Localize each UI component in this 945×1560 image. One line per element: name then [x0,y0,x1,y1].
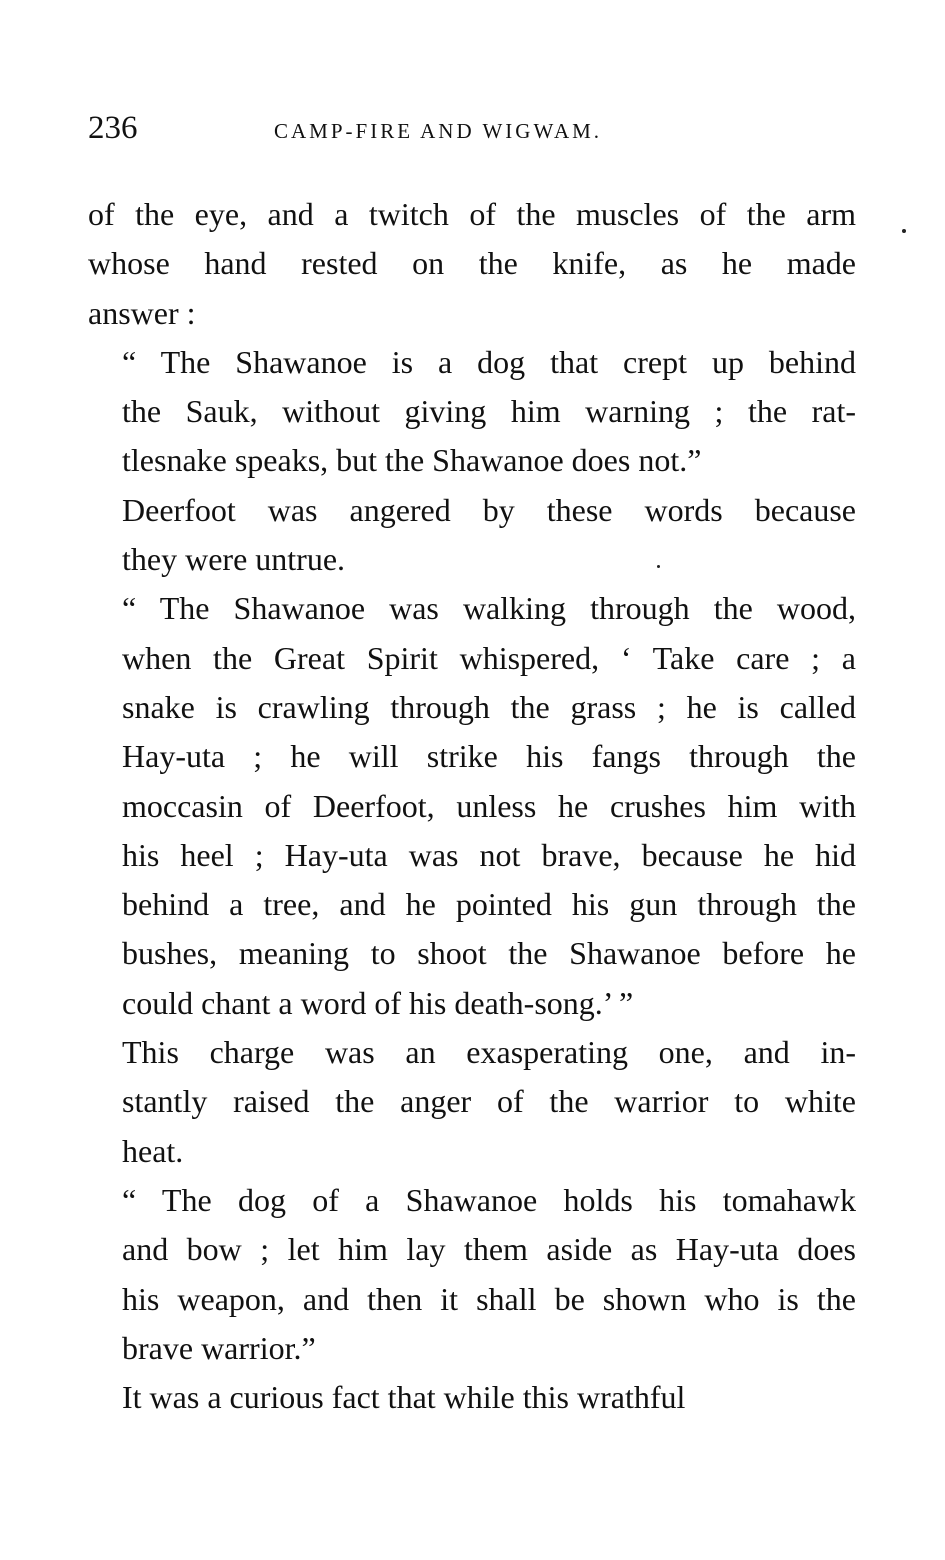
page-header [88,106,858,156]
text-line: “ The Shawanoe is a dog that crept up behind [122,343,856,380]
text-line: whose hand rested on the knife, as he made [88,245,856,282]
print-speck [902,229,906,233]
text-line: could chant a word of his death-song.’ ” [122,984,634,1021]
text-line: Deerfoot was angered by these words because [122,491,856,528]
paragraph [88,584,856,1028]
text-line: heat. [122,1132,184,1169]
body-text [88,190,856,1422]
text-line: answer : [88,294,196,331]
text-line: tlesnake speaks, but the Shawanoe does not.” [122,442,702,479]
text-line: snake is crawling through the grass ; he is called [122,688,856,725]
text-line: of the eye, and a twitch of the muscles of the arm [88,196,856,232]
paragraph [88,190,856,338]
print-speck [657,565,660,568]
text-line: bushes, meaning to shoot the Shawanoe before he [122,935,856,972]
text-line: “ The dog of a Shawanoe holds his tomahawk [122,1181,856,1218]
paragraph [88,1176,856,1373]
text-line: It was a curious fact that while this wrathful [122,1379,686,1416]
paragraph [88,1373,856,1422]
paragraph [88,1028,856,1176]
running-title: CAMP-FIRE AND WIGWAM. [274,119,603,143]
text-line: stantly raised the anger of the warrior to white [122,1083,856,1120]
text-line: and bow ; let him lay them aside as Hay-uta does [122,1231,856,1268]
text-line: This charge was an exasperating one, and in- [122,1034,856,1071]
text-line: brave warrior.” [122,1329,316,1366]
text-line: the Sauk, without giving him warning ; the rat- [122,393,856,430]
paragraph [88,486,856,585]
text-line: his heel ; Hay-uta was not brave, because he hid [122,836,856,873]
text-line: his weapon, and then it shall be shown who is the [122,1280,856,1317]
text-line: Hay-uta ; he will strike his fangs through the [122,738,856,775]
text-line: “ The Shawanoe was walking through the wood, [122,590,856,627]
paragraph [88,338,856,486]
text-line: when the Great Spirit whispered, ‘ Take care ; a [122,639,856,676]
text-line: behind a tree, and he pointed his gun through the [122,886,856,923]
text-line: moccasin of Deerfoot, unless he crushes him with [122,787,856,824]
page-number: 236 [88,110,138,146]
text-line: they were untrue. [122,541,346,578]
